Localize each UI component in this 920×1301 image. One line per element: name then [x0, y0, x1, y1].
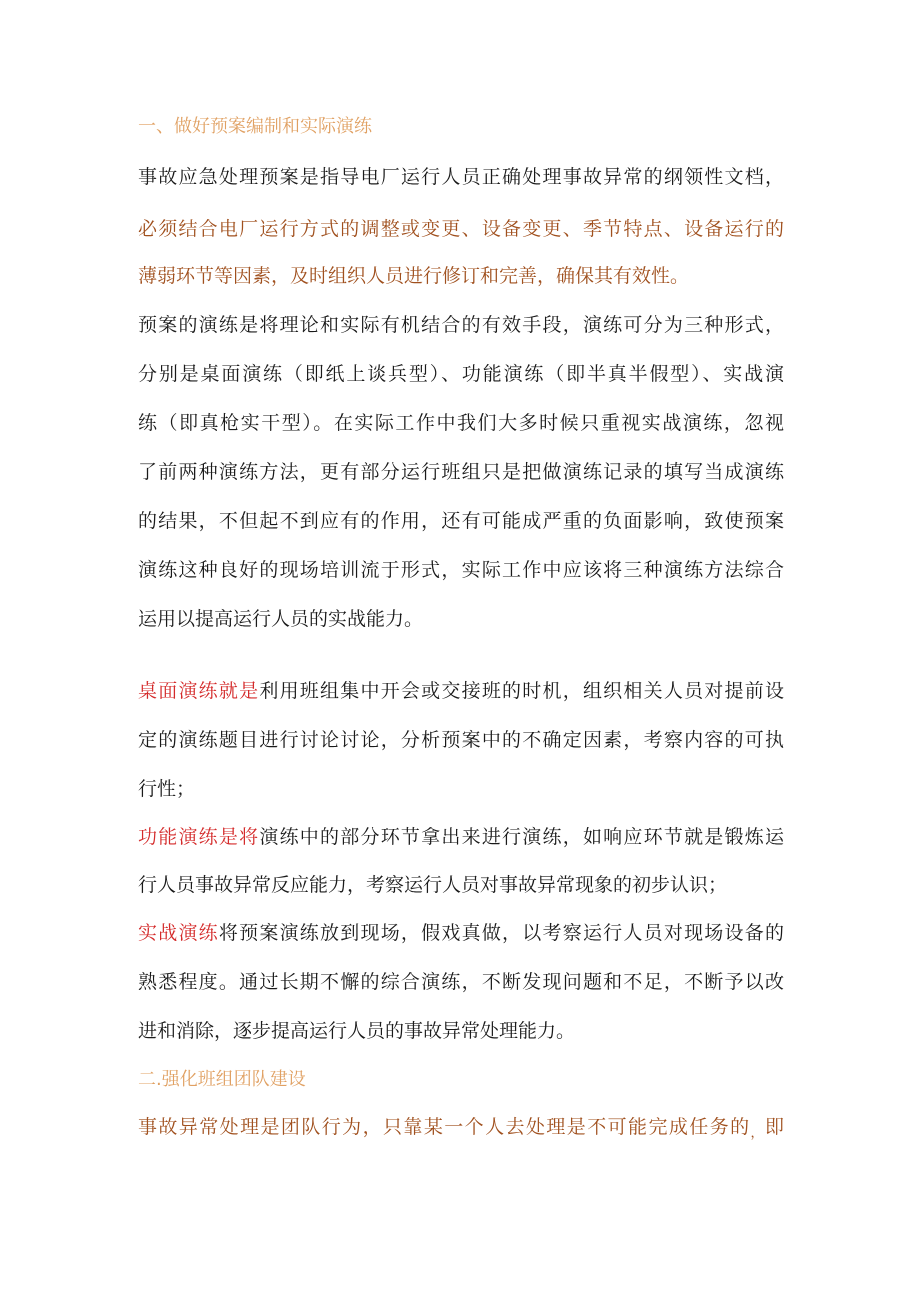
paragraph-line: 分别是桌面演练（即纸上谈兵型）、功能演练（即半真半假型）、实战演: [138, 363, 784, 385]
paragraph-line: 定的演练题目进行讨论讨论，分析预案中的不确定因素，考察内容的可执: [138, 729, 784, 751]
drill-function-line: [138, 822, 784, 852]
drill-term-function: 功能演练是将: [138, 826, 260, 848]
drill-desktop-text: 利用班组集中开会或交接班的时机，组织相关人员对提前设: [259, 680, 784, 702]
paragraph-line: 进和消除，逐步提高运行人员的事故异常处理能力。: [138, 1020, 576, 1042]
section-2-text: 事故异常处理是团队行为，只靠某一个人去处理是不可能完成任务的: [138, 1116, 751, 1138]
paragraph-line: 行性；: [138, 778, 196, 800]
paragraph-line: 薄弱环节等因素，及时组织人员进行修订和完善，确保其有效性。: [138, 265, 690, 287]
drill-combat-line: [138, 918, 784, 948]
drill-function-text: 演练中的部分环节拿出来进行演练，如响应环节就是锻炼运: [259, 826, 784, 848]
paragraph-line: 行人员事故异常反应能力，考察运行人员对事故异常现象的初步认识；: [138, 874, 728, 896]
section-1-heading: 一、做好预案编制和实际演练: [138, 116, 372, 137]
section-2-mark: ，: [750, 1126, 765, 1141]
paragraph-line: 的结果，不但起不到应有的作用，还有可能成严重的负面影响，致使预案: [138, 510, 784, 532]
paragraph-line: 熟悉程度。通过长期不懈的综合演练，不断发现问题和不足，不断予以改: [138, 971, 784, 993]
paragraph-line: 演练这种良好的现场培训流于形式，实际工作中应该将三种演练方法综合: [138, 559, 784, 581]
drill-term-desktop: 桌面演练就是: [138, 680, 260, 702]
paragraph-line: 必须结合电厂运行方式的调整或变更、设备变更、季节特点、设备运行的: [138, 218, 784, 240]
paragraph-line: 了前两种演练方法，更有部分运行班组只是把做演练记录的填写当成演练: [138, 461, 784, 483]
paragraph-line: 运用以提高运行人员的实战能力。: [138, 608, 424, 630]
drill-term-combat: 实战演练: [138, 922, 219, 944]
section-2-heading: 二.强化班组团队建设: [138, 1069, 306, 1090]
drill-combat-text: 将预案演练放到现场，假戏真做，以考察运行人员对现场设备的: [218, 922, 784, 944]
section-2-end: 即: [764, 1116, 784, 1138]
paragraph-line: 事故应急处理预案是指导电厂运行人员正确处理事故异常的纲领性文档，: [138, 166, 784, 188]
paragraph-line: 练（即真枪实干型）。在实际工作中我们大多时候只重视实战演练，忽视: [138, 412, 784, 434]
paragraph-line: 预案的演练是将理论和实际有机结合的有效手段，演练可分为三种形式，: [138, 314, 784, 336]
section-2-line: [138, 1112, 784, 1142]
drill-desktop-line: [138, 676, 784, 706]
